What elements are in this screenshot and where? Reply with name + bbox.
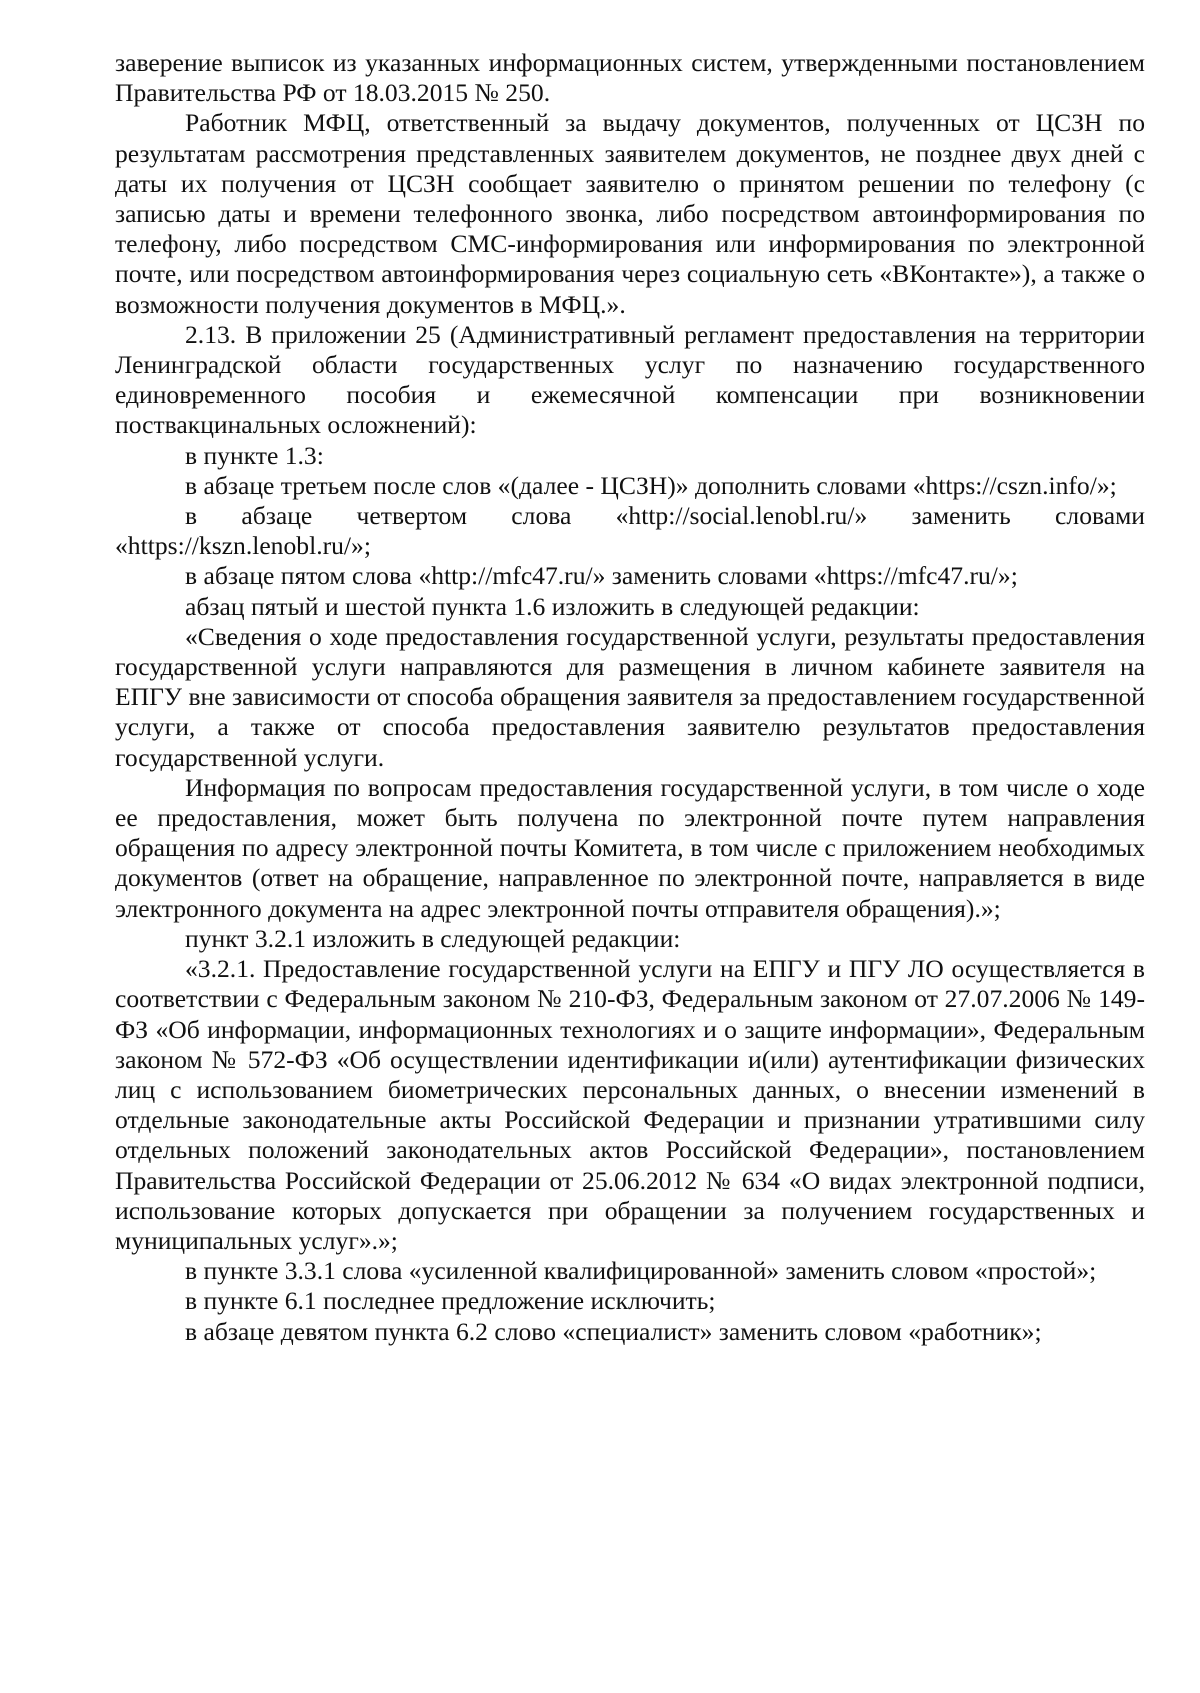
paragraph-15: в абзаце девятом пункта 6.2 слово «специалист» заменить словом «работник»; (185, 1316, 1042, 1346)
paragraph-5: в абзаце третьем после слов «(далее - ЦСЗН)» дополнить словами «https://cszn.info/»; (185, 470, 1117, 500)
paragraph-3: 2.13. В приложении 25 (Административный регламент предоставления на территории Ленинградской области государственных услуг по назначению государственного единовременного пособия и ежемесячной компенсации при возникновении поствакцинальных осложнений): (115, 319, 1145, 440)
paragraph-1: заверение выписок из указанных информационных систем, утвержденными постановлением Правительства РФ от 18.03.2015 № 250. (115, 48, 1145, 108)
paragraph-9: «Сведения о ходе предоставления государственной услуги, результаты предоставления государственной услуги направляются для размещения в личном кабинете заявителя на ЕПГУ вне зависимости от способа обращения заявителя за предоставлением государственной услуги, а также от способа предоставления заявителю результатов предоставления государственной услуги. (115, 621, 1145, 772)
paragraph-4: в пункте 1.3: (185, 440, 324, 470)
paragraph-7: в абзаце пятом слова «http://mfc47.ru/» заменить словами «https://mfc47.ru/»; (185, 561, 1018, 591)
paragraph-6: в абзаце четвертом слова «http://social.lenobl.ru/» заменить словами «https://kszn.lenobl.ru/»; (115, 501, 1145, 561)
paragraph-13: в пункте 3.3.1 слова «усиленной квалифицированной» заменить словом «простой»; (185, 1256, 1097, 1286)
paragraph-12: «3.2.1. Предоставление государственной услуги на ЕПГУ и ПГУ ЛО осуществляется в соответствии с Федеральным законом № 210-ФЗ, Федеральным законом от 27.07.2006 № 149-ФЗ «Об информации, информационных технологиях и о защите информации», Федеральным законом № 572-ФЗ «Об осуществлении идентификации и(или) аутентификации физических лиц с использованием биометрических персональных данных, о внесении изменений в отдельные законодательные акты Российской Федерации и признании утратившими силу отдельных положений законодательных актов Российской Федерации», постановлением Правительства Российской Федерации от 25.06.2012 № 634 «О видах электронной подписи, использование которых допускается при обращении за получением государственных и муниципальных услуг».»; (115, 954, 1145, 1255)
paragraph-2: Работник МФЦ, ответственный за выдачу документов, полученных от ЦСЗН по результатам рассмотрения представленных заявителем документов, не позднее двух дней с даты их получения от ЦСЗН сообщает заявителю о принятом решении по телефону (с записью даты и времени телефонного звонка, либо посредством автоинформирования по телефону, либо посредством СМС-информирования или информирования по электронной почте, или посредством автоинформирования через социальную сеть «ВКонтакте»), а также о возможности получения документов в МФЦ.». (115, 108, 1145, 319)
paragraph-14: в пункте 6.1 последнее предложение исключить; (185, 1286, 716, 1316)
paragraph-11: пункт 3.2.1 изложить в следующей редакции: (185, 923, 681, 953)
paragraph-10: Информация по вопросам предоставления государственной услуги, в том числе о ходе ее предоставления, может быть получена по электронной почте путем направления обращения по адресу электронной почты Комитета, в том числе с приложением необходимых документов (ответ на обращение, направленное по электронной почте, направляется в виде электронного документа на адрес электронной почты отправителя обращения).»; (115, 772, 1145, 923)
document-page (115, 48, 1145, 1347)
paragraph-8: абзац пятый и шестой пункта 1.6 изложить в следующей редакции: (185, 591, 920, 621)
